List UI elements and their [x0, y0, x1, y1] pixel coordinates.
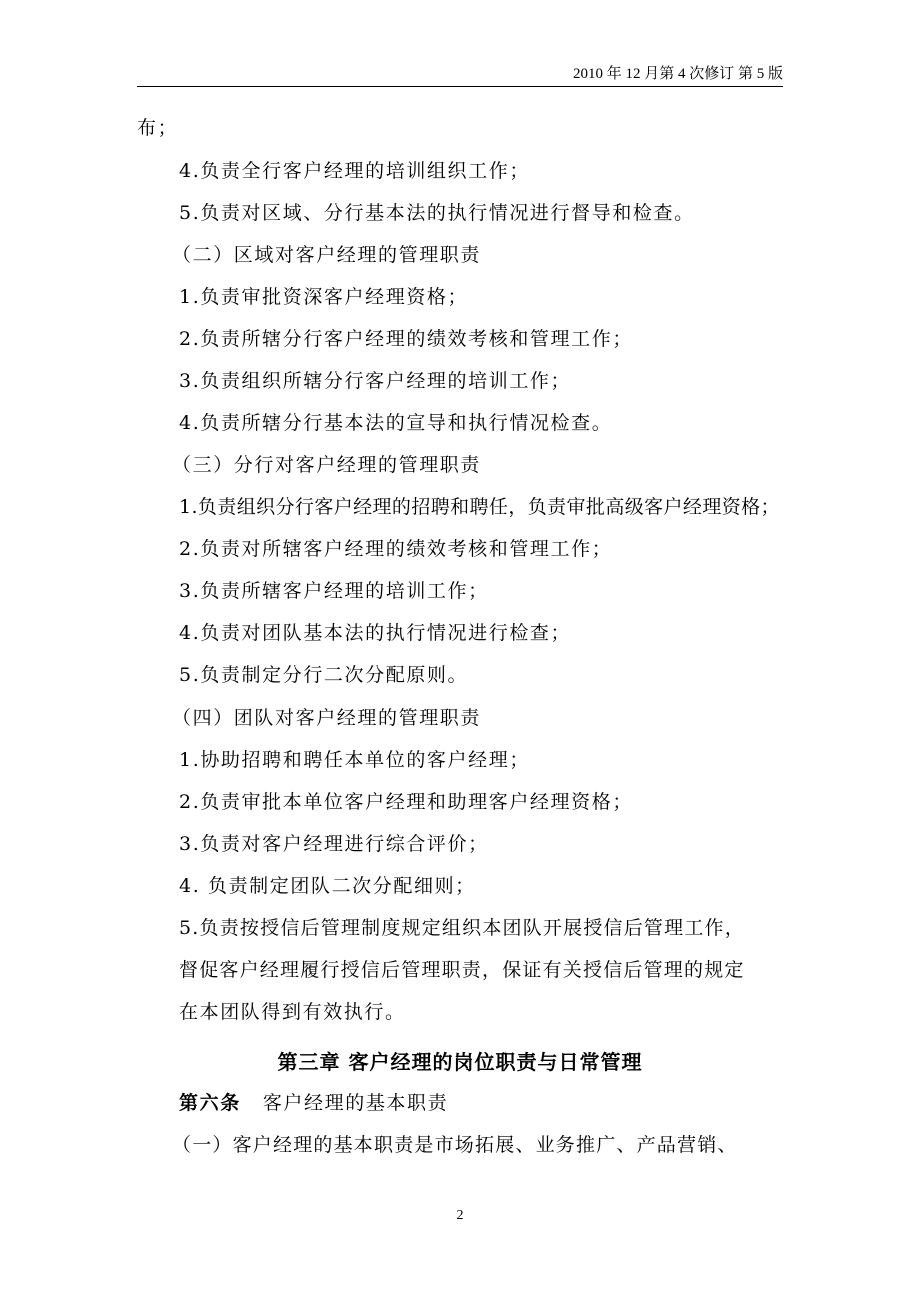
text-line: 1.协助招聘和聘任本单位的客户经理；	[179, 749, 530, 771]
text-line: 3.负责对客户经理进行综合评价；	[179, 833, 489, 855]
text-line: 5.负责制定分行二次分配原则。	[179, 664, 469, 686]
chapter-title: 第三章 客户经理的岗位职责与日常管理	[277, 1050, 643, 1074]
article-heading	[179, 1091, 448, 1115]
section-heading: （四）团队对客户经理的管理职责	[172, 707, 482, 729]
text-line: 督促客户经理履行授信后管理职责，保证有关授信后管理的规定	[179, 959, 745, 981]
header-divider	[137, 86, 783, 87]
text-line: 3.负责组织所辖分行客户经理的培训工作；	[179, 370, 572, 392]
text-line: 5.负责对区域、分行基本法的执行情况进行督导和检查。	[179, 202, 695, 224]
text-line: 3.负责所辖客户经理的培训工作；	[179, 580, 489, 602]
section-heading: （二）区域对客户经理的管理职责	[172, 244, 482, 266]
text-line: 2.负责所辖分行客户经理的绩效考核和管理工作；	[179, 328, 633, 350]
text-line: 在本团队得到有效执行。	[179, 1001, 406, 1023]
text-line: （一）客户经理的基本职责是市场拓展、业务推广、产品营销、	[172, 1134, 738, 1156]
text-line: 5.负责按授信后管理制度规定组织本团队开展授信后管理工作，	[179, 917, 745, 939]
text-line: 4.负责对团队基本法的执行情况进行检查；	[179, 622, 572, 644]
article-title: 客户经理的基本职责	[262, 1092, 449, 1114]
page-header: 2010 年 12 月第 4 次修订 第 5 版	[572, 66, 783, 82]
text-line: 4.负责全行客户经理的培训组织工作；	[179, 160, 530, 182]
text-line: 1.负责审批资深客户经理资格；	[179, 286, 469, 308]
text-line: 布；	[137, 117, 179, 139]
text-line: 1.负责组织分行客户经理的招聘和聘任，负责审批高级客户经理资格；	[179, 496, 780, 518]
article-label: 第六条	[179, 1092, 241, 1114]
section-heading: （三）分行对客户经理的管理职责	[172, 454, 482, 476]
page-number: 2	[456, 1208, 464, 1223]
text-line: 2.负责审批本单位客户经理和助理客户经理资格；	[179, 791, 633, 813]
text-line: 4.负责所辖分行基本法的宣导和执行情况检查。	[179, 412, 613, 434]
text-line: 4. 负责制定团队二次分配细则；	[179, 875, 476, 897]
text-line: 2.负责对所辖客户经理的绩效考核和管理工作；	[179, 538, 613, 560]
